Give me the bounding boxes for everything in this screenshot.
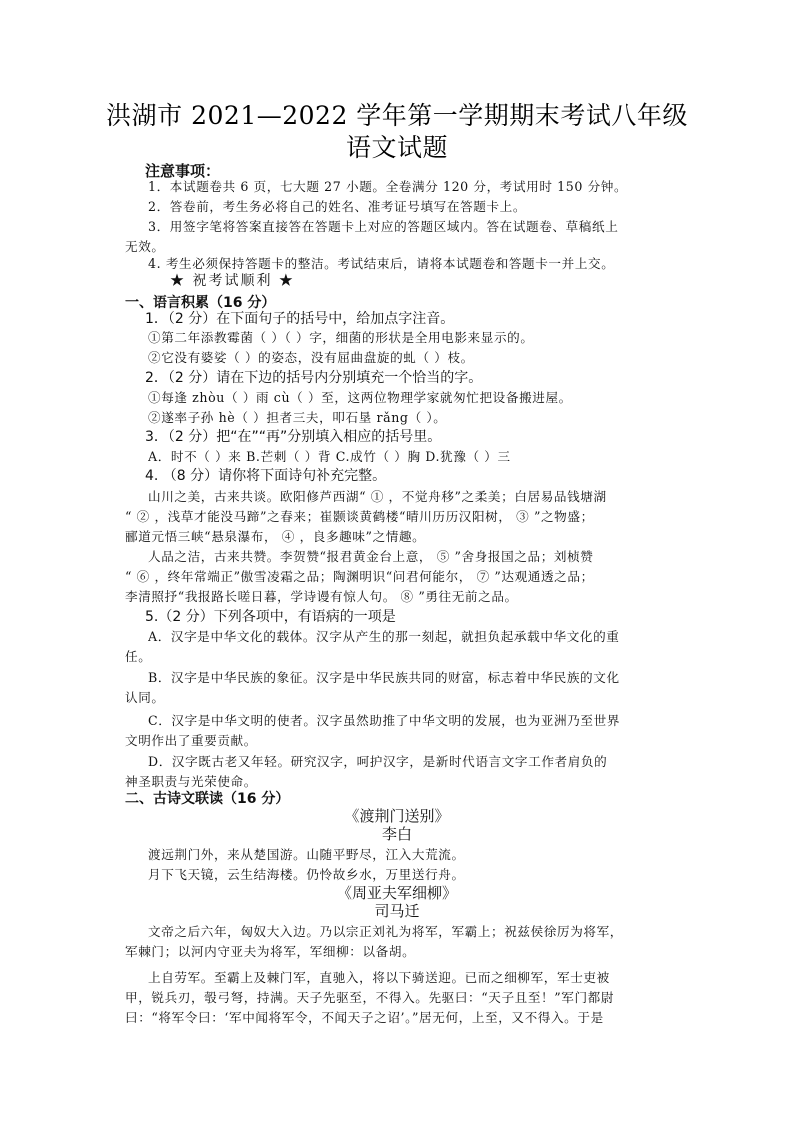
option-b-line-2: 认同。 [125, 690, 165, 705]
option-a-line-2: 任。 [125, 649, 152, 664]
prose-author: 司马迁 [374, 902, 420, 920]
question-4-line-4: 人品之洁，古来共赞。李贺赞“报君黄金台上意， ⑤ ”舍身报国之品；刘桢赞 [148, 549, 594, 564]
prose-line-2: 军棘门；以河内守亚夫为将军，军细柳：以备胡。 [125, 944, 416, 959]
question-4: 4. （8 分）请你将下面诗句补充完整。 [145, 468, 387, 484]
question-1: 1．（2 分）在下面句子的括号中，给加点字注音。 [145, 311, 455, 327]
prose-line-1: 文帝之后六年，匈奴大入边。乃以宗正刘礼为将军，军霸上；祝兹侯徐厉为将军， [148, 924, 623, 939]
notice-item-3: 3．用签字笔将答案直接答在答题卡上对应的答题区域内。答在试题卷、草稿纸上 [148, 219, 619, 234]
notice-item-3-cont: 无效。 [125, 239, 165, 254]
poem-author: 李白 [381, 825, 412, 843]
question-2b: ②遂率子孙 hè（ ）担者三夫，叩石垦 rǎng（ ）。 [148, 410, 447, 425]
question-2a: ①每逢 zhòu（ ）雨 cù（ ）至，这两位物理学家就匆忙把设备搬进屋。 [148, 390, 572, 405]
poem-line-2: 月下飞天镜，云生结海楼。仍怜故乡水，万里送行舟。 [148, 867, 465, 882]
good-luck-wish: ★ 祝考试顺利 ★ [170, 273, 295, 289]
prose-line-5: 曰：“将军令曰：‘军中闻将军令，不闻天子之诏’。”居无何，上至，又不得入。于是 [125, 1010, 604, 1025]
option-c-line-2: 文明作出了重要贡献。 [125, 733, 257, 748]
poem-line-1: 渡远荆门外，来从楚国游。山随平野尽，江入大荒流。 [148, 847, 465, 862]
option-c-line-1: C．汉字是中华文明的使者。汉字虽然助推了中华文明的发展，也为亚洲乃至世界 [148, 713, 621, 728]
notice-item-1: 1．本试题卷共 6 页，七大题 27 小题。全卷满分 120 分，考试用时 150 分钟。 [148, 179, 628, 194]
option-a-line-1: A．汉字是中华文化的载体。汉字从产生的那一刻起，就担负起承载中华文化的重 [148, 629, 620, 644]
question-4-line-2: “ ② ，浅草才能没马蹄”之春来；崔颢谈黄鹤楼“晴川历历汉阳树， ③ ”之物盛； [125, 509, 594, 524]
section-2-heading: 二、古诗文联读（16 分） [125, 791, 290, 807]
option-d-line-1: D．汉字既古老又年轻。研究汉字，呵护汉字，是新时代语言文字工作者肩负的 [148, 754, 608, 769]
question-4-line-6: 李清照抒“我报路长嗟日暮，学诗谩有惊人句。 ⑧ ”勇往无前之品。 [125, 589, 518, 604]
notice-item-2: 2．答卷前，考生务必将自己的姓名、准考证号填写在答题卡上。 [148, 199, 527, 214]
question-3: 3．（2 分）把“在”“再”分别填入相应的括号里。 [145, 429, 442, 445]
option-b-line-1: B．汉字是中华民族的象征。汉字是中华民族共同的财富，标志着中华民族的文化 [148, 670, 620, 685]
exam-subtitle: 语文试题 [345, 133, 448, 162]
prose-title: 《周亚夫军细柳》 [336, 884, 457, 902]
question-4-line-5: “ ⑥ ，终年常端正”傲雪凌霜之品；陶渊明识“问君何能尔， ⑦ ”达观通透之品； [125, 569, 594, 584]
question-4-line-1: 山川之美，古来共谈。欧阳修芦西湖“ ① ，不觉舟移”之柔美；白居易品钱塘湖 [148, 489, 607, 504]
section-1-heading: 一、语言积累（16 分） [125, 295, 276, 311]
question-4-line-3: 郦道元悟三峡“悬泉瀑布， ④ ，良多趣味”之情趣。 [125, 529, 426, 544]
exam-title: 洪湖市 2021—2022 学年第一学期期末考试八年级 [106, 101, 688, 130]
notice-item-4: 4. 考生必须保持答题卡的整洁。考试结束后，请将本试题卷和答题卡一并上交。 [148, 256, 615, 271]
prose-line-3: 上自劳军。至霸上及棘门军，直驰入，将以下骑送迎。已而之细柳军，军士吏被 [148, 970, 610, 985]
question-2: 2．（2 分）请在下边的括号内分别填充一个恰当的字。 [145, 370, 483, 386]
question-1a: ①第二年添教霉菌（ ）（ ）字，细菌的形状是全用电影来显示的。 [148, 330, 534, 345]
option-d-line-2: 神圣职责与光荣使命。 [125, 774, 257, 789]
question-1b: ②它没有婆娑（ ）的姿态，没有屈曲盘旋的虬（ ）枝。 [148, 350, 474, 365]
poem-title: 《渡荆门送别》 [344, 807, 450, 825]
prose-line-4: 甲，锐兵刃，彀弓弩，持满。天子先驱至，不得入。先驱曰：“天子且至！”军门都尉 [125, 990, 615, 1005]
question-3-options: A．时不（ ）来 B.芒刺（ ）背 C.成竹（ ）胸 D.犹豫（ ）三 [148, 449, 511, 464]
notice-heading: 注意事项： [145, 162, 221, 180]
question-5: 5.（2 分）下列各项中，有语病的一项是 [145, 609, 396, 625]
